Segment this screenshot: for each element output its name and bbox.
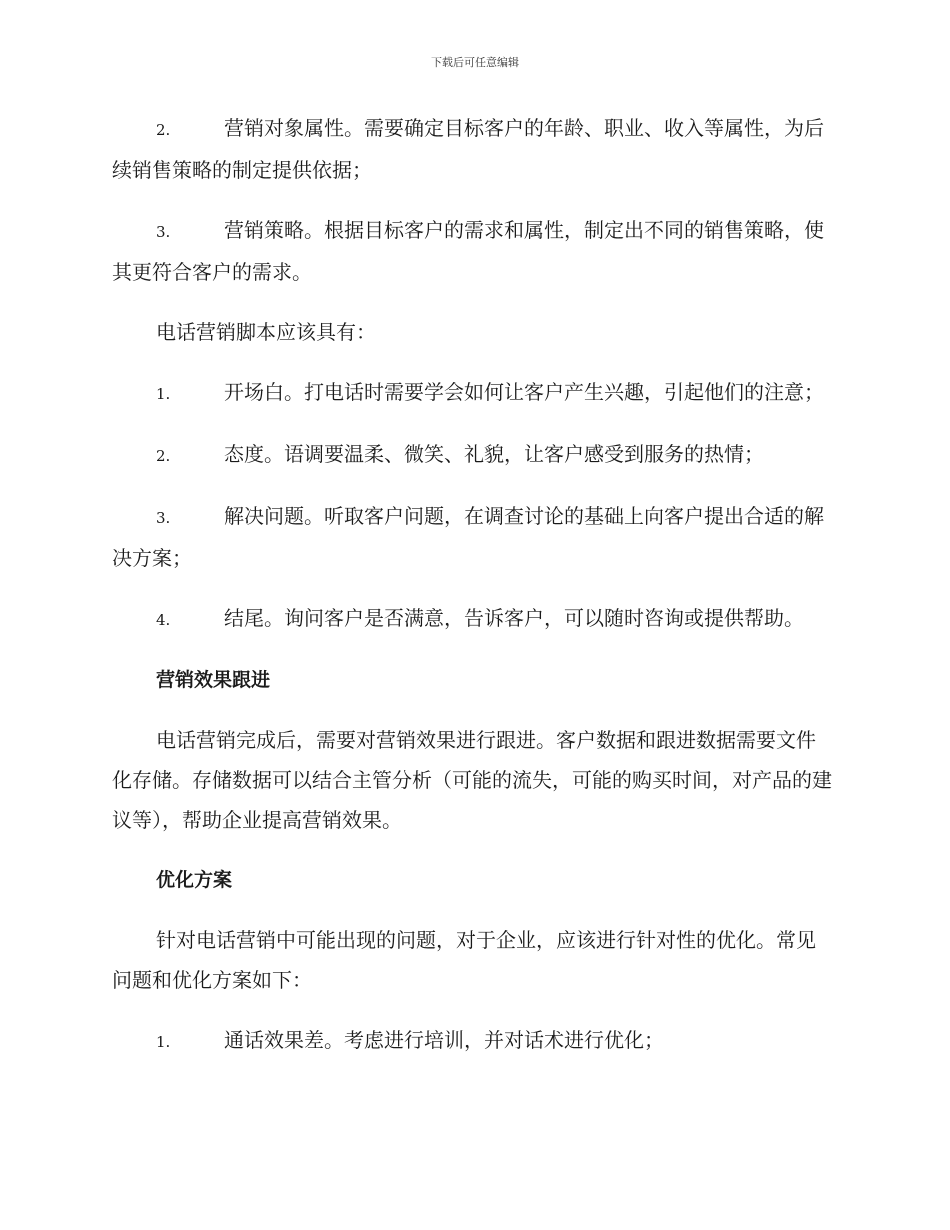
- list-text: 营销策略。根据目标客户的需求和属性，制定出不同的销售策略，使其更符合客户的需求。: [112, 218, 824, 284]
- list-number: 3.: [156, 509, 171, 527]
- list-text: 结尾。询问客户是否满意，告诉客户，可以随时咨询或提供帮助。: [224, 606, 804, 630]
- list-number: 4.: [156, 611, 171, 629]
- list-text: 态度。语调要温柔、微笑、礼貌，让客户感受到服务的热情；: [224, 442, 764, 466]
- page-header: 下载后可任意编辑: [431, 56, 519, 69]
- document-body: [112, 108, 834, 1082]
- list-number: 1.: [156, 1033, 171, 1051]
- list-item: [112, 108, 834, 190]
- list-item: [112, 496, 834, 578]
- list-number: 2.: [156, 121, 171, 139]
- list-number: 2.: [156, 447, 171, 465]
- section-heading: 营销效果跟进: [156, 669, 271, 691]
- list-item: [112, 598, 834, 640]
- paragraph: 针对电话营销中可能出现的问题，对于企业，应该进行针对性的优化。常见问题和优化方案如下：: [112, 928, 816, 992]
- paragraph: 电话营销完成后，需要对营销效果进行跟进。客户数据和跟进数据需要文件化存储。存储数据可以结合主管分析（可能的流失，可能的购买时间，对产品的建议等），帮助企业提高营销效果。: [112, 728, 832, 832]
- list-number: 1.: [156, 385, 171, 403]
- list-item: [112, 1020, 834, 1062]
- list-item: [112, 210, 834, 292]
- list-text: 开场白。打电话时需要学会如何让客户产生兴趣，引起他们的注意；: [224, 380, 824, 404]
- list-item: [112, 434, 834, 476]
- list-item: [112, 372, 834, 414]
- section-heading: 优化方案: [156, 869, 233, 891]
- list-number: 3.: [156, 223, 171, 241]
- list-text: 通话效果差。考虑进行培训，并对话术进行优化；: [224, 1028, 664, 1052]
- list-text: 营销对象属性。需要确定目标客户的年龄、职业、收入等属性，为后续销售策略的制定提供依据；: [112, 116, 824, 182]
- list-text: 解决问题。听取客户问题，在调查讨论的基础上向客户提出合适的解决方案；: [112, 504, 824, 570]
- paragraph: 电话营销脚本应该具有：: [156, 320, 376, 344]
